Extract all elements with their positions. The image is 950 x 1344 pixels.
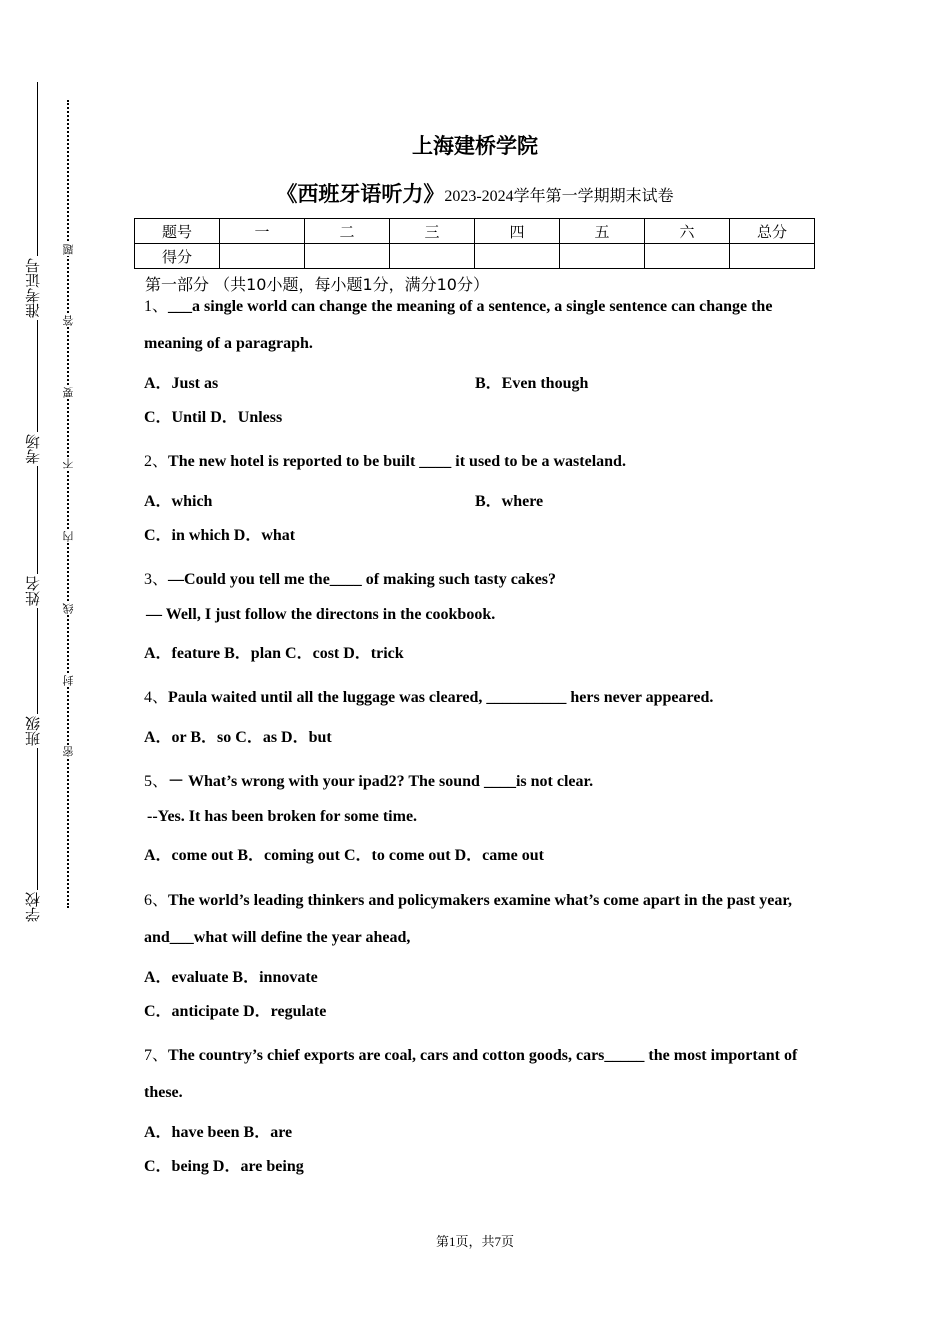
seal-char: 密 xyxy=(62,746,75,757)
question-4-stem xyxy=(144,679,824,716)
label-name: 姓名 xyxy=(24,576,42,606)
school-name: 上海建桥学院 xyxy=(412,134,538,158)
question-reply: --Yes. It has been broken for some time. xyxy=(147,808,418,825)
label-class: 班级 xyxy=(24,716,42,746)
seal-char: 内 xyxy=(62,531,75,542)
question-text: —Could you tell me the____ of making such tasty cakes? xyxy=(168,571,557,588)
option[interactable]: A．feature B．plan C．cost D．trick xyxy=(144,645,404,662)
score-cell: 三 xyxy=(390,219,475,244)
question-number: 7、 xyxy=(144,1047,169,1064)
score-cell: 二 xyxy=(305,219,390,244)
course-name: 《西班牙语听力》 xyxy=(276,182,445,206)
option[interactable]: C．Until D．Unless xyxy=(144,409,283,426)
seal-dotted-line xyxy=(67,100,69,908)
score-input-cell[interactable] xyxy=(305,244,390,269)
option[interactable]: B．Even though xyxy=(475,375,589,392)
seal-char: 封 xyxy=(62,675,75,686)
label-exam-number: 准考证号 xyxy=(24,258,42,318)
question-2-stem xyxy=(144,443,824,480)
score-input-cell[interactable] xyxy=(475,244,560,269)
option[interactable]: B．where xyxy=(475,493,544,510)
option[interactable]: C．being D．are being xyxy=(144,1158,304,1175)
option[interactable]: A．or B．so C．as D．but xyxy=(144,729,332,746)
page-footer: 第1页，共7页 xyxy=(435,1234,514,1249)
question-text: The world’s leading thinkers and policymakers examine what’s come apart in the past year, and___what will define the year ahead, xyxy=(144,892,793,946)
label-exam-room: 考场 xyxy=(24,434,42,464)
score-table xyxy=(134,218,815,269)
score-input-cell[interactable] xyxy=(560,244,645,269)
score-header-row xyxy=(135,219,815,244)
option[interactable]: A．evaluate B．innovate xyxy=(144,969,318,986)
score-input-cell[interactable] xyxy=(730,244,815,269)
question-3-stem xyxy=(144,561,824,598)
score-input-cell[interactable] xyxy=(645,244,730,269)
seal-char: 不 xyxy=(62,458,75,469)
term-text: 2023-2024学年第一学期期末试卷 xyxy=(444,188,674,205)
option[interactable]: A．come out B．coming out C．to come out D．came out xyxy=(144,847,544,864)
option[interactable]: A．have been B．are xyxy=(144,1124,293,1141)
question-1-stem xyxy=(144,288,824,362)
option[interactable]: C．in which D．what xyxy=(144,527,296,544)
score-cell: 题号 xyxy=(135,219,220,244)
question-6-stem xyxy=(144,882,824,956)
option[interactable]: A．which xyxy=(144,493,213,510)
score-input-cell[interactable] xyxy=(390,244,475,269)
score-cell: 四 xyxy=(475,219,560,244)
question-number: 5、 xyxy=(144,773,169,790)
score-cell: 五 xyxy=(560,219,645,244)
question-text: The country’s chief exports are coal, cars and cotton goods, cars_____ the most important of these. xyxy=(144,1047,798,1101)
question-number: 4、 xyxy=(144,689,169,706)
question-number: 3、 xyxy=(144,571,169,588)
score-cell: 得分 xyxy=(135,244,220,269)
option[interactable]: C．anticipate D．regulate xyxy=(144,1003,327,1020)
question-text: ___a single world can change the meaning of a sentence, a single sentence can change the meaning of a paragraph. xyxy=(144,298,773,352)
seal-char: 答 xyxy=(62,315,75,326)
seal-char: 要 xyxy=(62,387,75,398)
score-input-cell[interactable] xyxy=(220,244,305,269)
score-cell: 一 xyxy=(220,219,305,244)
question-number: 1、 xyxy=(144,298,169,315)
section-heading: 第一部分 （共10小题，每小题1分，满分10分） xyxy=(145,275,489,294)
seal-char: 题 xyxy=(62,244,75,255)
question-5-stem xyxy=(144,763,824,800)
question-text: Paula waited until all the luggage was cleared, __________ hers never appeared. xyxy=(168,689,714,706)
question-number: 6、 xyxy=(144,892,169,909)
seal-char: 线 xyxy=(62,603,75,614)
option[interactable]: A．Just as xyxy=(144,375,219,392)
question-text: － What’s wrong with your ipad2? The sound ____is not clear. xyxy=(168,773,594,790)
score-value-row xyxy=(135,244,815,269)
score-cell: 总分 xyxy=(730,219,815,244)
question-reply: — Well, I just follow the directons in the cookbook. xyxy=(146,606,496,623)
question-text: The new hotel is reported to be built ____ it used to be a wasteland. xyxy=(168,453,626,470)
score-cell: 六 xyxy=(645,219,730,244)
question-7-stem xyxy=(144,1037,824,1111)
label-school: 学校 xyxy=(24,892,42,922)
question-number: 2、 xyxy=(144,453,169,470)
exam-title xyxy=(0,178,950,208)
